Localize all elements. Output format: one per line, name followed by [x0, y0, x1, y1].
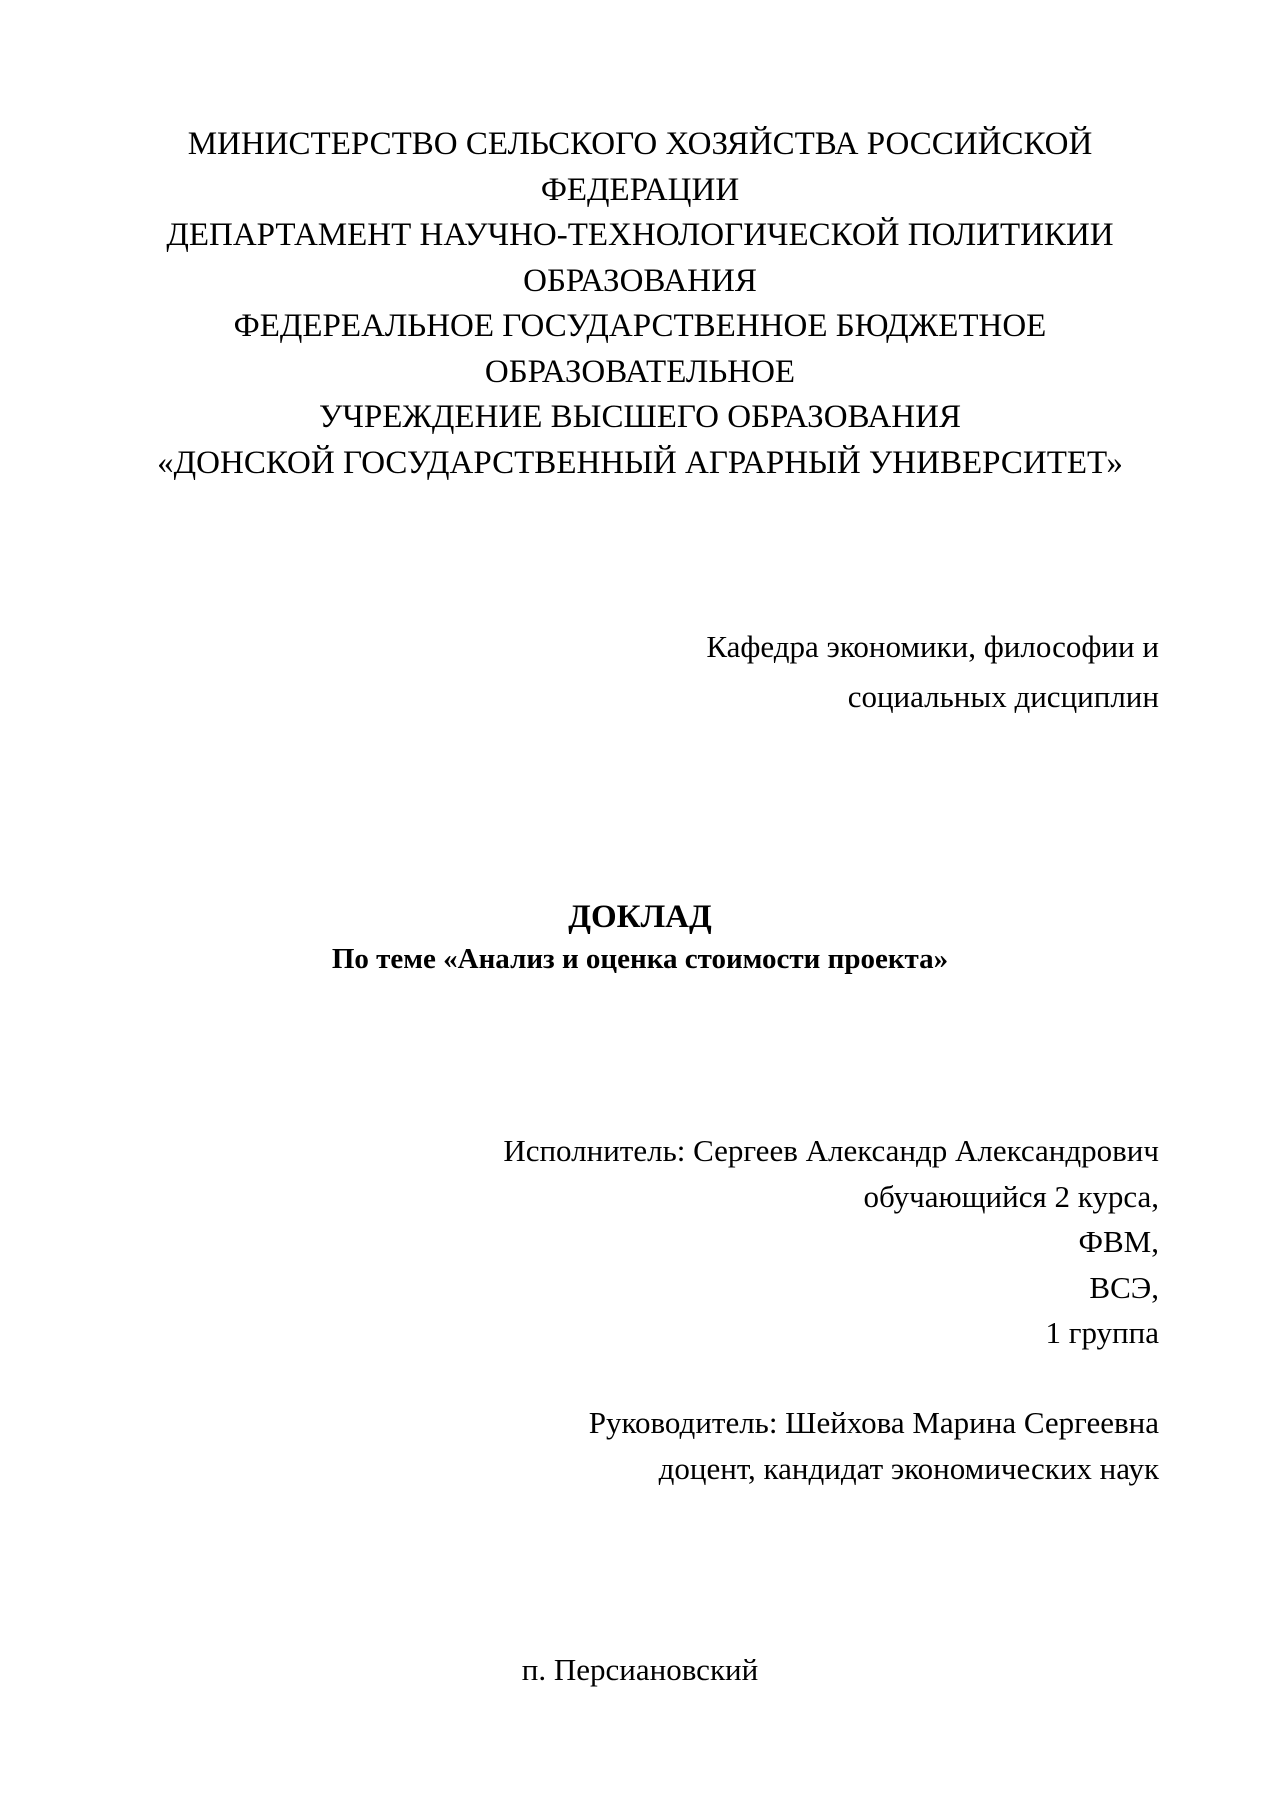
header-line-ministry-1: МИНИСТЕРСТВО СЕЛЬСКОГО ХОЗЯЙСТВА РОССИЙСКОЙ — [187, 126, 1093, 162]
executor-faculty: ФВМ, — [1078, 1224, 1159, 1259]
executor-block — [503, 1128, 1159, 1356]
supervisor-name: Руководитель: Шейхова Марина Сергеевна — [588, 1405, 1159, 1440]
title-block — [120, 896, 1160, 980]
department-block — [706, 622, 1159, 722]
executor-name: Исполнитель: Сергеев Александр Александрович — [503, 1133, 1159, 1168]
institution-header — [120, 122, 1160, 486]
header-line-university-name: «ДОНСКОЙ ГОСУДАРСТВЕННЫЙ АГРАРНЫЙ УНИВЕРСИТЕТ» — [157, 444, 1123, 481]
header-line-department-1: ДЕПАРТАМЕНТ НАУЧНО-ТЕХНОЛОГИЧЕСКОЙ ПОЛИТИКИИ — [166, 217, 1114, 253]
executor-specialty: ВСЭ, — [1089, 1269, 1159, 1305]
department-line-2: социальных дисциплин — [847, 679, 1159, 714]
header-line-ministry-2: ФЕДЕРАЦИИ — [540, 171, 740, 208]
executor-course: обучающийся 2 курса, — [863, 1178, 1159, 1214]
place-of-publication: п. Персиановский — [521, 1652, 759, 1687]
header-line-institution-1: ФЕДЕРЕАЛЬНОЕ ГОСУДАРСТВЕННОЕ БЮДЖЕТНОЕ — [233, 308, 1047, 344]
department-line-1: Кафедра экономики, философии и — [706, 629, 1159, 664]
executor-group: 1 группа — [1045, 1315, 1159, 1350]
header-line-department-2: ОБРАЗОВАНИЯ — [523, 262, 757, 299]
header-line-institution-2: ОБРАЗОВАТЕЛЬНОЕ — [484, 353, 796, 390]
document-type-title: ДОКЛАД — [568, 899, 712, 935]
header-line-institution-3: УЧРЕЖДЕНИЕ ВЫСШЕГО ОБРАЗОВАНИЯ — [319, 399, 961, 435]
supervisor-block — [589, 1400, 1159, 1492]
supervisor-title: доцент, кандидат экономических наук — [658, 1451, 1159, 1486]
report-topic: По теме «Анализ и оценка стоимости проекта» — [331, 943, 949, 975]
